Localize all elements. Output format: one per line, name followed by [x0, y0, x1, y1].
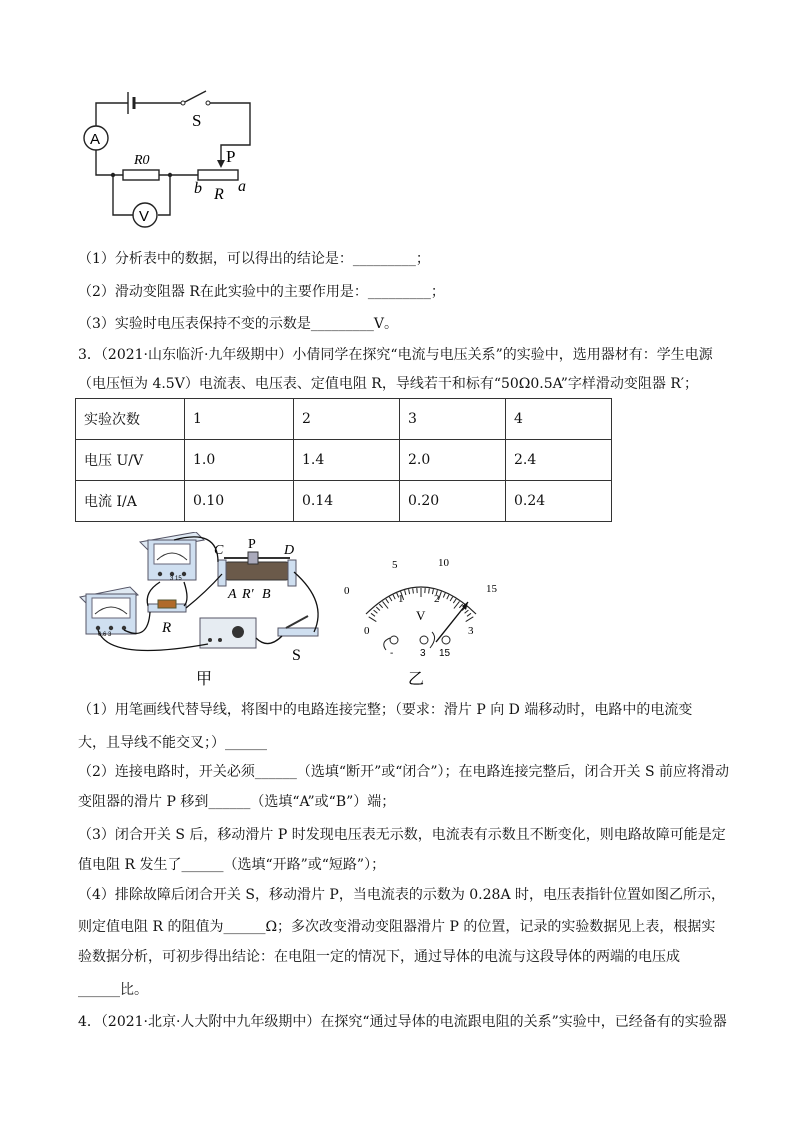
- voltmeter-device-icon: [140, 532, 204, 580]
- fixed-resistor-label: R: [162, 620, 172, 636]
- dial-tick: [443, 593, 445, 598]
- rheostat-label: R: [214, 186, 224, 203]
- q2-part1: （1）分析表中的数据，可以得出的结论是：_________；: [78, 251, 430, 267]
- table-cell: 1: [185, 399, 294, 440]
- apparatus-figure: [78, 532, 333, 692]
- table-cell: 2.0: [400, 440, 506, 481]
- dial-tick: [383, 601, 389, 608]
- terminal-neg: -: [390, 648, 394, 659]
- q3-part3-line1: （3）闭合开关 S 后，移动滑片 P 时发现电压表无示数，电流表有示数且不断变化，则电路故障可能是定: [78, 827, 726, 843]
- bottom-scale-0: 0: [364, 625, 370, 637]
- term-B-label: B: [262, 587, 271, 602]
- table-row: [76, 440, 612, 481]
- terminal-15: 15: [439, 648, 451, 659]
- dial-needle: [436, 602, 468, 642]
- switch-label: S: [192, 111, 202, 130]
- data-table: [75, 398, 612, 522]
- dial-tick: [429, 589, 430, 594]
- switch-S-label: S: [292, 647, 301, 664]
- table-cell: 实验次数: [76, 399, 185, 440]
- dial-tick: [386, 599, 389, 603]
- q2-part3: （3）实验时电压表保持不变的示数是_________V。: [78, 316, 399, 332]
- table-cell: 2.4: [506, 440, 612, 481]
- dial-tick: [447, 595, 449, 600]
- q3-part4-line2: 则定值电阻 R 的阻值为______Ω；多次改变滑动变阻器滑片 P 的位置，记录的实验数据见上表，根据实: [78, 919, 716, 935]
- table-cell: 0.10: [185, 481, 294, 522]
- q3-part2-line1: （2）连接电路时，开关必须______（选填“断开”或“闭合”）；在电路连接完整后，闭合开关 S 前应将滑动: [78, 764, 730, 780]
- q3-part4-line4: ______比。: [78, 982, 148, 998]
- table-cell: 0.14: [294, 481, 400, 522]
- table-row: [76, 481, 612, 522]
- q3-part1-line1: （1）用笔画线代替导线，将图中的电路连接完整；（要求：滑片 P 向 D 端移动时，电路中的电流变: [78, 702, 693, 718]
- dial-tick: [389, 597, 392, 601]
- table-cell: 1.0: [185, 440, 294, 481]
- dial-tick: [466, 617, 474, 622]
- dial-tick: [393, 595, 395, 600]
- volt-terminal-label: 3 15: [170, 576, 182, 582]
- q3-intro-line2: （电压恒为 4.5V）电流表、电压表、定值电阻 R，导线若干和标有“50Ω0.5A”字样滑动变阻器 R′；: [78, 376, 699, 392]
- dial-tick: [405, 590, 406, 595]
- table-cell: 0.24: [506, 481, 612, 522]
- term-D-label: D: [284, 543, 295, 558]
- amm-terminal-label: 0.6 3: [98, 632, 112, 638]
- term-C-label: C: [214, 543, 224, 558]
- top-scale-0: 0: [344, 585, 350, 597]
- top-scale-3: 15: [486, 583, 497, 595]
- table-cell: 0.20: [400, 481, 506, 522]
- voltmeter-label: V: [139, 208, 150, 225]
- term-Rp-label: R′: [242, 587, 254, 602]
- q3-part1-line2: 大，且导线不能交叉；）______: [78, 735, 267, 751]
- q3-intro-line1: 3．（2021·山东临沂·九年级期中）小倩同学在探究“电流与电压关系”的实验中，选用器材有：学生电源: [78, 347, 713, 363]
- table-cell: 电流 I/A: [76, 481, 185, 522]
- voltmeter-dial-figure: [336, 550, 506, 690]
- resistor-label: R0: [134, 153, 150, 168]
- dial-unit: V: [416, 608, 426, 623]
- bottom-scale-3: 3: [468, 625, 474, 637]
- end-b-label: b: [194, 180, 202, 197]
- q3-part4-line3: 验数据分析，可初步得出结论：在电阻一定的情况下，通过导体的电流与这段导体的两端的电压成: [78, 949, 680, 965]
- q3-part4-line1: （4）排除故障后闭合开关 S，移动滑片 P，当电流表的示数为 0.28A 时，电压表指针位置如图乙所示，: [78, 887, 725, 903]
- dial-tick: [369, 617, 377, 622]
- term-P-label: P: [248, 537, 256, 552]
- slider-label: P: [226, 147, 236, 166]
- end-a-label: a: [238, 178, 246, 195]
- circuit-diagram: [78, 78, 268, 228]
- bottom-scale-2: 2: [434, 593, 440, 605]
- table-header-row: [76, 399, 612, 440]
- term-A-label: A: [228, 587, 237, 602]
- table-cell: 4: [506, 399, 612, 440]
- table-cell: 3: [400, 399, 506, 440]
- terminal-3: 3: [420, 648, 426, 659]
- q3-part2-line2: 变阻器的滑片 P 移到______（选填“A”或“B”）端；: [78, 794, 396, 810]
- ammeter-label: A: [90, 131, 101, 148]
- table-cell: 电压 U/V: [76, 440, 185, 481]
- dial-tick: [374, 610, 378, 613]
- q2-part2: （2）滑动变阻器 R在此实验中的主要作用是：_________；: [78, 284, 445, 300]
- dial-tick: [465, 610, 469, 613]
- table-cell: 2: [294, 399, 400, 440]
- dial-tick: [453, 599, 456, 603]
- fig-yi-caption: 乙: [408, 669, 425, 688]
- top-scale-2: 10: [438, 557, 449, 569]
- dial-tick: [371, 613, 375, 616]
- dial-tick: [450, 597, 453, 601]
- bottom-scale-1: 1: [398, 593, 404, 605]
- dial-tick: [409, 589, 410, 594]
- q3-part3-line2: 值电阻 R 发生了______（选填“开路”或“短路”）；: [78, 857, 386, 873]
- dial-tick: [454, 601, 460, 608]
- dial-tick: [467, 613, 471, 616]
- dial-tick: [376, 607, 380, 611]
- table-cell: 1.4: [294, 440, 400, 481]
- fig-jia-caption: 甲: [196, 669, 213, 688]
- top-scale-1: 5: [392, 559, 398, 571]
- q4-intro-line1: 4．（2021·北京·人大附中九年级期中）在探究“通过导体的电流跟电阻的关系”实验中，已经备有的实验器: [78, 1014, 727, 1030]
- ammeter-device-icon: [80, 587, 138, 634]
- dial-tick: [379, 604, 382, 608]
- dial-tick: [413, 589, 414, 594]
